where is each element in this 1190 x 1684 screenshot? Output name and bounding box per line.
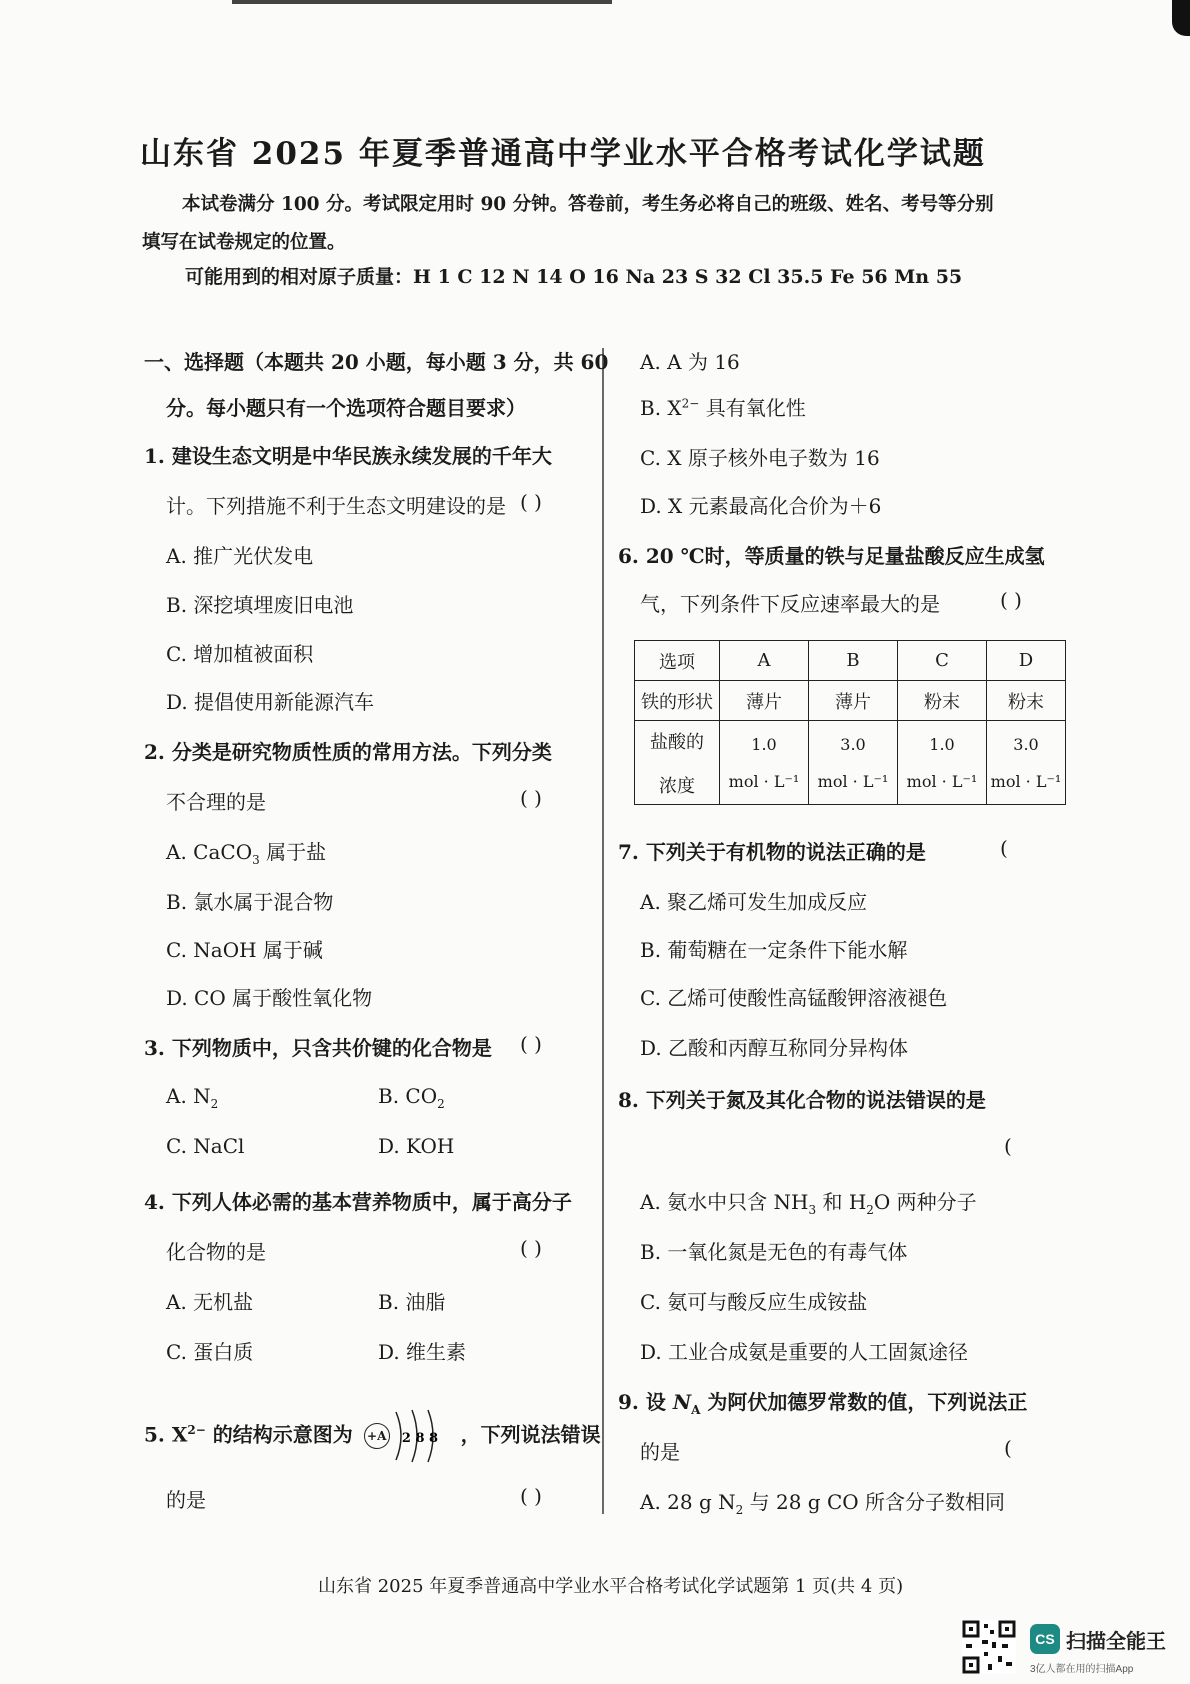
q4-stem-line-2: 化合物的是 — [166, 1240, 266, 1264]
column-divider — [602, 348, 604, 1514]
q7-option-d: D. 乙酸和丙醇互称同分异构体 — [640, 1036, 909, 1060]
page-corner-shadow — [1172, 0, 1190, 36]
q2-option-b: B. 氯水属于混合物 — [166, 890, 334, 914]
q6-stem-line-2: 气，下列条件下反应速率最大的是 — [640, 592, 940, 616]
q5-stem-line-2: 的是 — [166, 1488, 206, 1512]
q4-option-c: C. 蛋白质 — [166, 1340, 254, 1364]
q5-answer-blank: ( ) — [520, 1484, 542, 1508]
table-row — [635, 641, 1066, 681]
section-heading-line-1: 一、选择题（本题共 20 小题，每小题 3 分，共 60 — [144, 350, 609, 374]
q1-stem-line-2: 计。下列措施不利于生态文明建设的是 — [166, 494, 506, 518]
q7-option-b: B. 葡萄糖在一定条件下能水解 — [640, 938, 908, 962]
exam-title: 山东省 2025 年夏季普通高中学业水平合格考试化学试题 — [140, 136, 986, 172]
q9-stem-line-1: 9. 设 $N_A$ 为阿伏加德罗常数的值，下列说法正 — [618, 1390, 1028, 1417]
q8-stem: 8. 下列关于氮及其化合物的说法错误的是 — [618, 1088, 986, 1112]
q5-option-a: A. A 为 16 — [640, 350, 740, 374]
ion-structure-diagram — [364, 1408, 450, 1464]
shell-electron-counts: 2 8 8 — [401, 1431, 438, 1446]
nucleus-circle: +A — [364, 1423, 390, 1449]
q4-stem-line-1: 4. 下列人体必需的基本营养物质中，属于高分子 — [144, 1190, 572, 1214]
q1-option-c: C. 增加植被面积 — [166, 642, 314, 666]
table-cell: 3.0 mol · L⁻¹ — [809, 721, 898, 805]
scanner-logo-icon: CS — [1030, 1624, 1060, 1654]
q4-option-a: A. 无机盐 — [166, 1290, 254, 1314]
q9-option-a: A. 28 g $N_2$ 与 28 g CO 所含分子数相同 — [640, 1490, 1006, 1517]
table-header-cell: D — [987, 641, 1066, 681]
q1-option-d: D. 提倡使用新能源汽车 — [166, 690, 375, 714]
q5-stem-line-1: 5. $X^{2-}$ 的结构示意图为 +A 2 8 8 ，下列说法错误 — [144, 1408, 601, 1464]
table-row — [635, 721, 1066, 805]
table-header-cell: B — [809, 641, 898, 681]
scanner-app-name: 扫描全能王 — [1066, 1630, 1166, 1653]
q9-answer-blank: ( — [1004, 1436, 1012, 1460]
q3-stem: 3. 下列物质中，只含共价键的化合物是 — [144, 1036, 492, 1060]
q3-option-a: A. $N_2$ — [166, 1084, 219, 1111]
q5-option-d: D. X 元素最高化合价为＋6 — [640, 494, 882, 518]
q5-option-b: B. $X^{2-}$ 具有氧化性 — [640, 396, 806, 420]
table-cell: 粉末 — [987, 681, 1066, 721]
q1-answer-blank: ( ) — [520, 490, 542, 514]
q3-option-d: D. KOH — [378, 1134, 455, 1158]
q2-stem-line-2: 不合理的是 — [166, 790, 266, 814]
qr-code-icon — [962, 1620, 1016, 1674]
section-heading-line-2: 分。每小题只有一个选项符合题目要求） — [166, 396, 526, 420]
electron-shells — [390, 1408, 450, 1464]
q4-option-b: B. 油脂 — [378, 1290, 446, 1314]
atomic-masses: 可能用到的相对原子质量：H 1 C 12 N 14 O 16 Na 23 S 32 Cl 35.5 Fe 56 Mn 55 — [185, 266, 963, 288]
q8-option-a: A. 氨水中只含 $NH_3$ 和 $H_2O$ 两种分子 — [640, 1190, 977, 1217]
table-cell: 1.0 mol · L⁻¹ — [898, 721, 987, 805]
q3-option-c: C. NaCl — [166, 1134, 245, 1158]
table-cell: 薄片 — [720, 681, 809, 721]
q7-stem: 7. 下列关于有机物的说法正确的是 — [618, 840, 926, 864]
q2-option-a: A. CaCO$_3$ 属于盐 — [166, 840, 327, 867]
table-cell: 1.0 mol · L⁻¹ — [720, 721, 809, 805]
q7-option-c: C. 乙烯可使酸性高锰酸钾溶液褪色 — [640, 986, 948, 1010]
q8-option-d: D. 工业合成氨是重要的人工固氮途径 — [640, 1340, 969, 1364]
scanner-brand — [1030, 1624, 1166, 1654]
q3-option-b: B. $CO_2$ — [378, 1084, 445, 1111]
q6-answer-blank: ( ) — [1000, 588, 1022, 612]
q2-option-d: D. CO 属于酸性氧化物 — [166, 986, 373, 1010]
instructions-line-2: 填写在试卷规定的位置。 — [142, 232, 346, 253]
q7-answer-blank: ( — [1000, 836, 1008, 860]
table-row — [635, 681, 1066, 721]
q2-answer-blank: ( ) — [520, 786, 542, 810]
top-edge-bar — [232, 0, 612, 4]
q7-option-a: A. 聚乙烯可发生加成反应 — [640, 890, 868, 914]
q9-stem-line-2: 的是 — [640, 1440, 680, 1464]
q1-option-a: A. 推广光伏发电 — [166, 544, 314, 568]
q2-stem-line-1: 2. 分类是研究物质性质的常用方法。下列分类 — [144, 740, 552, 764]
q5-option-c: C. X 原子核外电子数为 16 — [640, 446, 880, 470]
instructions-line-1: 本试卷满分 100 分。考试限定用时 90 分钟。答卷前，考生务必将自己的班级、姓名、考号等分别 — [182, 194, 994, 215]
q6-stem-line-1: 6. 20 ℃时，等质量的铁与足量盐酸反应生成氢 — [618, 544, 1045, 568]
q8-answer-blank: ( — [1004, 1134, 1012, 1158]
reaction-conditions-table — [634, 640, 1066, 805]
q8-option-c: C. 氨可与酸反应生成铵盐 — [640, 1290, 868, 1314]
q4-answer-blank: ( ) — [520, 1236, 542, 1260]
table-cell: 3.0 mol · L⁻¹ — [987, 721, 1066, 805]
page-footer: 山东省 2025 年夏季普通高中学业水平合格考试化学试题第 1 页(共 4 页) — [318, 1576, 904, 1597]
q1-stem-line-1: 1. 建设生态文明是中华民族永续发展的千年大 — [144, 444, 552, 468]
table-header-cell: C — [898, 641, 987, 681]
table-header-cell: 选项 — [635, 641, 720, 681]
table-cell: 薄片 — [809, 681, 898, 721]
scanner-tagline: 3亿人都在用的扫描App — [1030, 1664, 1134, 1675]
q2-option-c: C. NaOH 属于碱 — [166, 938, 323, 962]
table-cell: 粉末 — [898, 681, 987, 721]
q8-option-b: B. 一氧化氮是无色的有毒气体 — [640, 1240, 908, 1264]
table-header-cell: A — [720, 641, 809, 681]
q1-option-b: B. 深挖填埋废旧电池 — [166, 593, 354, 617]
q3-answer-blank: ( ) — [520, 1032, 542, 1056]
table-cell: 铁的形状 — [635, 681, 720, 721]
q4-option-d: D. 维生素 — [378, 1340, 467, 1364]
table-cell: 盐酸的 浓度 — [635, 721, 720, 805]
exam-instructions — [142, 186, 1062, 262]
